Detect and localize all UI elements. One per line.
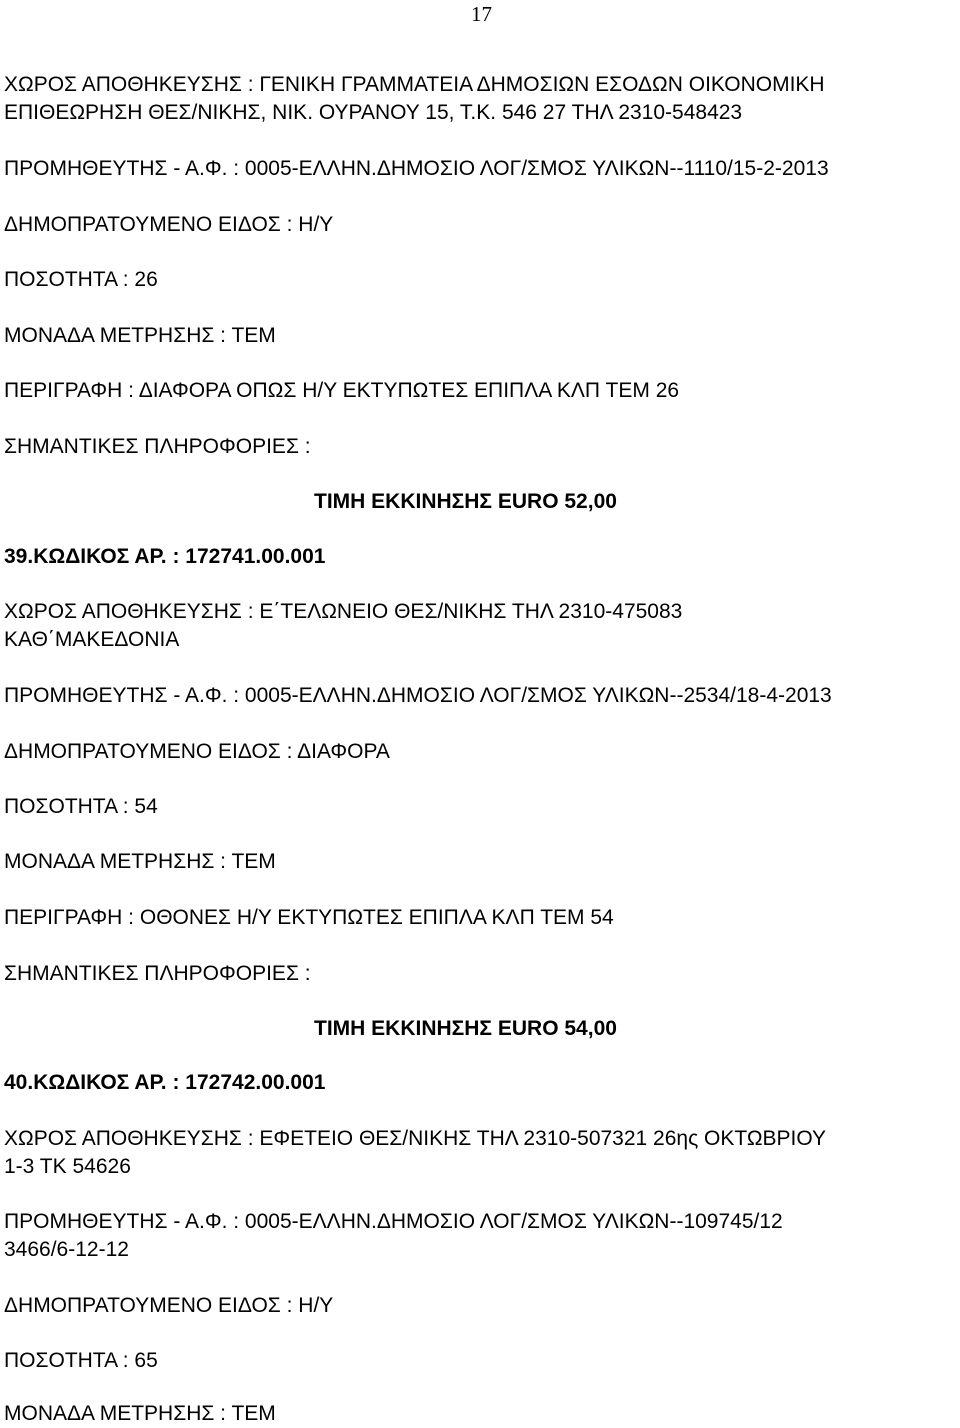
unit-line: ΜΟΝΑΔΑ ΜΕΤΡΗΣΗΣ : ΤΕΜ xyxy=(4,1402,276,1425)
unit-line: ΜΟΝΑΔΑ ΜΕΤΡΗΣΗΣ : ΤΕΜ xyxy=(4,324,276,347)
supplier-line-1: ΠΡΟΜΗΘΕΥΤΗΣ - Α.Φ. : 0005-ΕΛΛΗΝ.ΔΗΜΟΣΙΟ ΛΟΓ/ΣΜΟΣ ΥΛΙΚΩΝ--109745/12 xyxy=(4,1210,783,1233)
item-type-line: ΔΗΜΟΠΡΑΤΟΥΜΕΝΟ ΕΙΔΟΣ : ΔΙΑΦΟΡΑ xyxy=(4,740,390,763)
description-line: ΠΕΡΙΓΡΑΦΗ : ΔΙΑΦΟΡΑ ΟΠΩΣ Η/Υ ΕΚΤΥΠΩΤΕΣ ΕΠΙΠΛΑ ΚΛΠ ΤΕΜ 26 xyxy=(4,379,680,402)
description-line: ΠΕΡΙΓΡΑΦΗ : ΟΘΟΝΕΣ Η/Υ ΕΚΤΥΠΩΤΕΣ ΕΠΙΠΛΑ ΚΛΠ ΤΕΜ 54 xyxy=(4,906,614,929)
storage-location-line-2: 1-3 ΤΚ 54626 xyxy=(4,1155,131,1178)
important-info-line: ΣΗΜΑΝΤΙΚΕΣ ΠΛΗΡΟΦΟΡΙΕΣ : xyxy=(4,435,311,458)
storage-location-line-2: ΕΠΙΘΕΩΡΗΣΗ ΘΕΣ/ΝΙΚΗΣ, ΝΙΚ. ΟΥΡΑΝΟΥ 15, Τ.Κ. 546 27 ΤΗΛ 2310-548423 xyxy=(4,101,743,124)
storage-location-line-1: ΧΩΡΟΣ ΑΠΟΘΗΚΕΥΣΗΣ : Ε΄ΤΕΛΩΝΕΙΟ ΘΕΣ/ΝΙΚΗΣ ΤΗΛ 2310-475083 xyxy=(4,600,683,623)
supplier-line: ΠΡΟΜΗΘΕΥΤΗΣ - Α.Φ. : 0005-ΕΛΛΗΝ.ΔΗΜΟΣΙΟ ΛΟΓ/ΣΜΟΣ ΥΛΙΚΩΝ--1110/15-2-2013 xyxy=(4,157,829,180)
item-type-line: ΔΗΜΟΠΡΑΤΟΥΜΕΝΟ ΕΙΔΟΣ : Η/Υ xyxy=(4,213,334,236)
item-code-heading: 40.ΚΩΔΙΚΟΣ ΑΡ. : 172742.00.001 xyxy=(4,1071,326,1094)
item-code-heading: 39.ΚΩΔΙΚΟΣ ΑΡ. : 172741.00.001 xyxy=(4,545,326,568)
supplier-line-2: 3466/6-12-12 xyxy=(4,1238,129,1261)
supplier-line: ΠΡΟΜΗΘΕΥΤΗΣ - Α.Φ. : 0005-ΕΛΛΗΝ.ΔΗΜΟΣΙΟ ΛΟΓ/ΣΜΟΣ ΥΛΙΚΩΝ--2534/18-4-2013 xyxy=(4,684,832,707)
storage-location-line-2: ΚΑΘ΄ΜΑΚΕΔΟΝΙΑ xyxy=(4,628,180,651)
quantity-line: ΠΟΣΟΤΗΤΑ : 54 xyxy=(4,795,158,818)
important-info-line: ΣΗΜΑΝΤΙΚΕΣ ΠΛΗΡΟΦΟΡΙΕΣ : xyxy=(4,962,311,985)
starting-price: ΤΙΜΗ ΕΚΚΙΝΗΣΗΣ EURO 52,00 xyxy=(314,490,617,513)
quantity-line: ΠΟΣΟΤΗΤΑ : 65 xyxy=(4,1349,158,1372)
quantity-line: ΠΟΣΟΤΗΤΑ : 26 xyxy=(4,268,158,291)
starting-price: ΤΙΜΗ ΕΚΚΙΝΗΣΗΣ EURO 54,00 xyxy=(314,1017,617,1040)
item-type-line: ΔΗΜΟΠΡΑΤΟΥΜΕΝΟ ΕΙΔΟΣ : Η/Υ xyxy=(4,1294,334,1317)
page-number: 17 xyxy=(471,2,492,26)
storage-location-line-1: ΧΩΡΟΣ ΑΠΟΘΗΚΕΥΣΗΣ : ΓΕΝΙΚΗ ΓΡΑΜΜΑΤΕΙΑ ΔΗΜΟΣΙΩΝ ΕΣΟΔΩΝ ΟΙΚΟΝΟΜΙΚΗ xyxy=(4,73,825,96)
unit-line: ΜΟΝΑΔΑ ΜΕΤΡΗΣΗΣ : ΤΕΜ xyxy=(4,850,276,873)
storage-location-line-1: ΧΩΡΟΣ ΑΠΟΘΗΚΕΥΣΗΣ : ΕΦΕΤΕΙΟ ΘΕΣ/ΝΙΚΗΣ ΤΗΛ 2310-507321 26ης ΟΚΤΩΒΡΙΟΥ xyxy=(4,1127,827,1150)
